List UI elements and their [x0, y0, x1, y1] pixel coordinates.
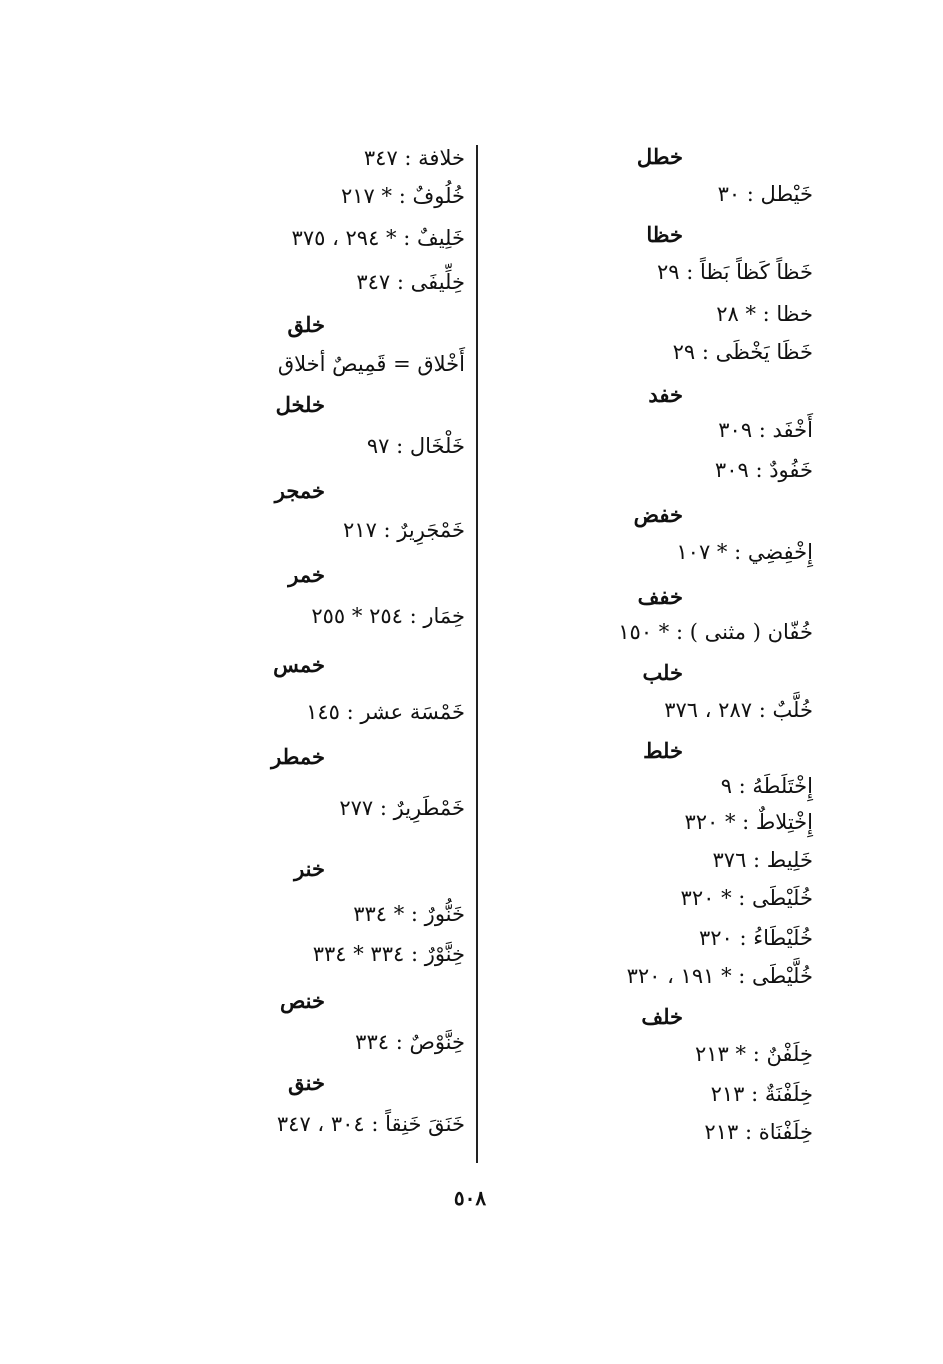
page-number: ٥٠٨ [453, 1186, 487, 1210]
right-entry: أَخْفَد : ٣٠٩ [718, 418, 813, 442]
left-entry: خلافة : ٣٤٧ [363, 146, 465, 170]
right-entry: خُفّان ( مثنى ) : * ١٥٠ [618, 620, 813, 644]
left-root-heading: خمر [288, 562, 325, 587]
right-root-heading: خظا [646, 222, 683, 247]
right-root-heading: خفد [648, 382, 683, 407]
left-entry: خُلُوفٌ : * ٢١٧ [341, 184, 465, 208]
right-root-heading: خلب [642, 660, 683, 685]
right-entry: خِلَفْنَةٌ : ٢١٣ [710, 1082, 813, 1106]
right-entry: خُلَيْطَاءُ : ٣٢٠ [698, 926, 813, 950]
right-entry: خُلَّبٌ : ٢٨٧ ، ٣٧٦ [664, 698, 813, 722]
left-root-heading: خلق [287, 312, 325, 337]
left-entry: خَلْخَال : ٩٧ [366, 434, 465, 458]
right-entry: خَفُودٌ : ٣٠٩ [714, 458, 813, 482]
right-entry: خَيْطل : ٣٠ [717, 182, 813, 206]
left-root-heading: خمس [273, 652, 325, 677]
left-root-heading: خمطر [271, 744, 325, 769]
right-entry: إِخْفِضِي : * ١٠٧ [676, 540, 813, 564]
right-root-heading: خلف [641, 1004, 683, 1029]
left-entry: خَمْطَرِيرٌ : ٢٧٧ [339, 796, 465, 820]
left-entry: خَنَقَ خَنِقاً : ٣٠٤ ، ٣٤٧ [276, 1112, 465, 1136]
column-divider [476, 145, 478, 1163]
right-entry: خَظَا يَخْظَى : ٢٩ [672, 340, 813, 364]
right-root-heading: خطل [636, 144, 683, 169]
left-root-heading: خمجر [274, 478, 325, 503]
left-root-heading: خنق [288, 1070, 325, 1095]
left-root-heading: خنر [294, 856, 325, 881]
left-entry: خِنَّوْرٌ : ٣٣٤ * ٣٣٤ [312, 942, 465, 966]
left-entry: أَخْلاق = قَمِيصٌ أخلاق [277, 352, 465, 376]
right-entry: خِلَفْنٌ : * ٢١٣ [695, 1042, 813, 1066]
right-entry: إِخْتَلَطَهُ : ٩ [720, 774, 813, 798]
left-root-heading: خلخل [275, 392, 325, 417]
right-entry: خُلَّيْطَى : * ١٩١ ، ٣٢٠ [626, 964, 813, 988]
right-entry: إِخْتِلاطٌ : * ٣٢٠ [684, 810, 813, 834]
left-root-heading: خنص [279, 988, 325, 1013]
left-entry: خَمْسَة عشر : ١٤٥ [306, 700, 465, 724]
right-entry: خظا : * ٢٨ [716, 302, 813, 326]
left-entry: خِلِّيفَى : ٣٤٧ [356, 270, 465, 294]
left-entry: خِنَّوْصٌ : ٣٣٤ [355, 1030, 465, 1054]
right-root-heading: خفف [637, 584, 683, 609]
left-entry: خَنُّورٌ : * ٣٣٤ [353, 902, 465, 926]
right-entry: خُلَيْطَى : * ٣٢٠ [680, 886, 813, 910]
right-entry: خَلِيط : ٣٧٦ [712, 848, 813, 872]
right-root-heading: خلط [643, 738, 683, 763]
right-entry: خِلَفْنَاة : ٢١٣ [704, 1120, 813, 1144]
left-entry: خَلِيفٌ : * ٢٩٤ ، ٣٧٥ [291, 226, 465, 250]
right-root-heading: خفض [633, 502, 683, 527]
right-entry: خَظاً كَظاً بَظاً : ٢٩ [656, 260, 813, 284]
left-entry: خِمَار : ٢٥٤ * ٢٥٥ [311, 604, 465, 628]
left-entry: خَمْجَرِيرٌ : ٢١٧ [343, 518, 465, 542]
